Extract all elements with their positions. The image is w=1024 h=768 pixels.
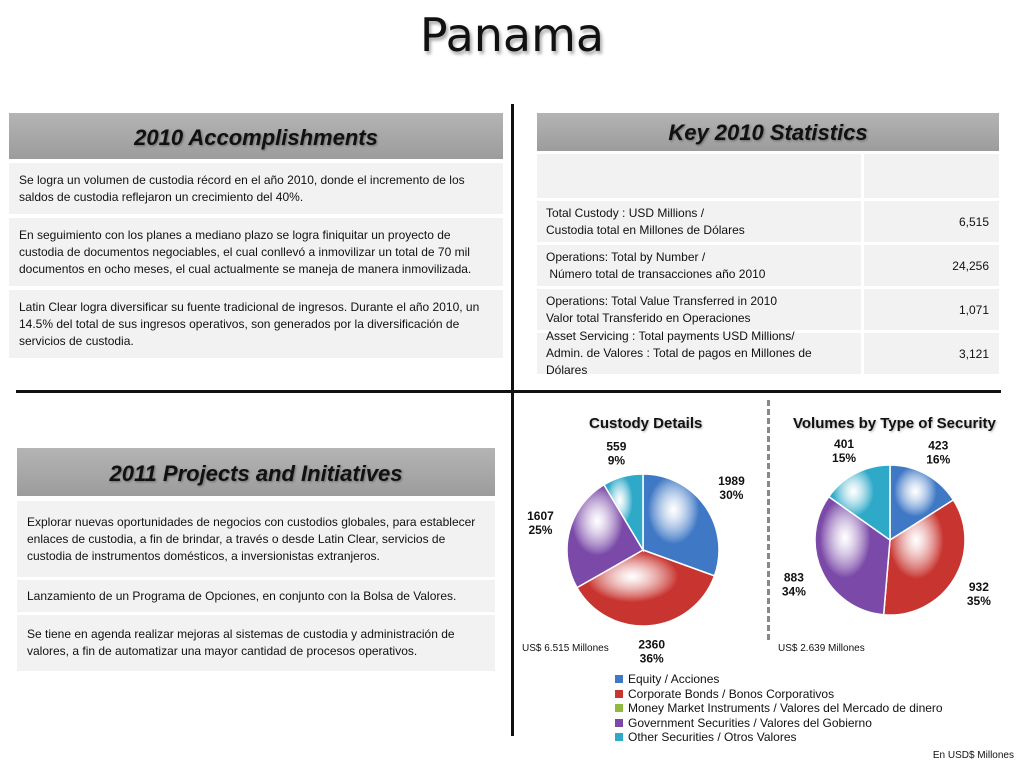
legend-swatch	[615, 690, 623, 698]
statistics-row-label	[537, 201, 861, 242]
volumes-chart-title: Volumes by Type of Security	[793, 415, 996, 432]
statistics-label-line: Total Custody : USD Millions /	[546, 205, 705, 220]
legend-swatch	[615, 704, 623, 712]
project-item: Se tiene en agenda realizar mejoras al sistemas de custodia y administración de valores, a fin de automatizar una mayor cantidad de procesos operativos.	[17, 615, 495, 671]
vertical-divider	[511, 104, 514, 736]
slice-value-label: 883	[783, 570, 804, 585]
statistics-row	[537, 289, 999, 330]
slice-percent-label: 16%	[926, 452, 951, 467]
legend-item	[615, 701, 943, 716]
slice-value-label: 932	[968, 579, 989, 594]
statistics-label-line: Operations: Total Value Transferred in 2010	[546, 293, 778, 308]
legend-item	[615, 687, 943, 702]
slice-value-label: 559	[606, 439, 627, 454]
legend-label: Corporate Bonds / Bonos Corporativos	[628, 686, 835, 701]
project-item: Lanzamiento de un Programa de Opciones, en conjunto con la Bolsa de Valores.	[17, 580, 495, 612]
slice-percent-label: 34%	[781, 584, 806, 599]
project-item: Explorar nuevas oportunidades de negocios con custodios globales, para establecer enlaces de custodia, a fin de brindar, a través o desde Latin Clear, servicios de custodia de instrumentos domésticos, a inversionistas extranjeros.	[17, 501, 495, 577]
statistics-row-value: 24,256	[952, 258, 989, 273]
statistics-label-line: Custodia total en Millones de Dólares	[546, 222, 745, 237]
accomplishment-item: Latin Clear logra diversificar su fuente tradicional de ingresos. Durante el año 2010, un 14.5% del total de sus ingresos operativos, son generados por la diversificación de servicios de custodia.	[9, 290, 503, 358]
statistics-row	[537, 329, 999, 377]
statistics-row-label	[537, 329, 861, 377]
legend-swatch	[615, 675, 623, 683]
chart-legend	[615, 672, 943, 745]
statistics-row-value: 3,121	[958, 346, 989, 361]
volumes-pie-chart	[770, 437, 1020, 640]
slice-value-label: 401	[834, 437, 855, 452]
statistics-row-label	[537, 289, 861, 330]
accomplishment-item: En seguimiento con los planes a mediano plazo se logra finiquitar un proyecto de custodia de documentos negociables, el cual conllevó a inmovilizar un total de 70 mil documentos en ocho meses, el cual actualmente se maneja de manera inmovilizada.	[9, 218, 503, 286]
legend-item	[615, 730, 943, 745]
currency-footnote: En USD$ Millones	[932, 750, 1014, 761]
slice-percent-label: 30%	[719, 487, 744, 502]
legend-swatch	[615, 719, 623, 727]
custody-pie-chart	[515, 439, 765, 666]
legend-label: Other Securities / Otros Valores	[628, 730, 797, 745]
statistics-row-value: 6,515	[958, 214, 989, 229]
horizontal-divider	[16, 390, 1001, 393]
page-title: Panama	[419, 8, 605, 62]
projects-heading: 2011 Projects and Initiatives	[17, 448, 495, 496]
statistics-row-label	[537, 245, 861, 286]
slice-percent-label: 25%	[528, 523, 553, 538]
statistics-column-divider	[861, 154, 864, 198]
legend-item	[615, 672, 943, 687]
slice-value-label: 1607	[527, 509, 554, 524]
slice-value-label: 2360	[638, 637, 666, 652]
legend-label: Money Market Instruments / Valores del Mercado de dinero	[628, 701, 943, 716]
statistics-label-line: Admin. de Valores : Total de pagos en Millones de Dólares	[546, 346, 812, 377]
slice-percent-label: 15%	[832, 451, 857, 466]
slice-value-label: 1989	[718, 473, 745, 488]
slice-percent-label: 35%	[966, 593, 991, 608]
legend-swatch	[615, 733, 623, 741]
volumes-total-note: US$ 2.639 Millones	[778, 643, 865, 654]
statistics-label-line: Valor total Transferido en Operaciones	[546, 310, 751, 325]
statistics-row	[537, 201, 999, 242]
accomplishment-item: Se logra un volumen de custodia récord en el año 2010, donde el incremento de los saldos de custodia reflejaron un crecimiento del 40%.	[9, 163, 503, 214]
legend-label: Government Securities / Valores del Gobierno	[628, 715, 872, 730]
slice-percent-label: 36%	[639, 651, 664, 666]
custody-total-note: US$ 6.515 Millones	[522, 643, 609, 654]
legend-item	[615, 716, 943, 731]
custody-chart-title: Custody Details	[589, 415, 703, 432]
slice-percent-label: 9%	[607, 453, 626, 468]
statistics-heading: Key 2010 Statistics	[537, 113, 999, 151]
statistics-label-line: Operations: Total by Number /	[546, 249, 706, 264]
legend-label: Equity / Acciones	[628, 672, 720, 687]
statistics-label-line: Número total de transacciones año 2010	[546, 266, 766, 281]
statistics-row-value: 1,071	[958, 302, 989, 317]
statistics-header-row	[537, 154, 999, 198]
slice-value-label: 423	[928, 438, 949, 453]
accomplishments-heading: 2010 Accomplishments	[9, 113, 503, 159]
statistics-row	[537, 245, 999, 286]
statistics-label-line: Asset Servicing : Total payments USD Millions/	[546, 329, 795, 343]
